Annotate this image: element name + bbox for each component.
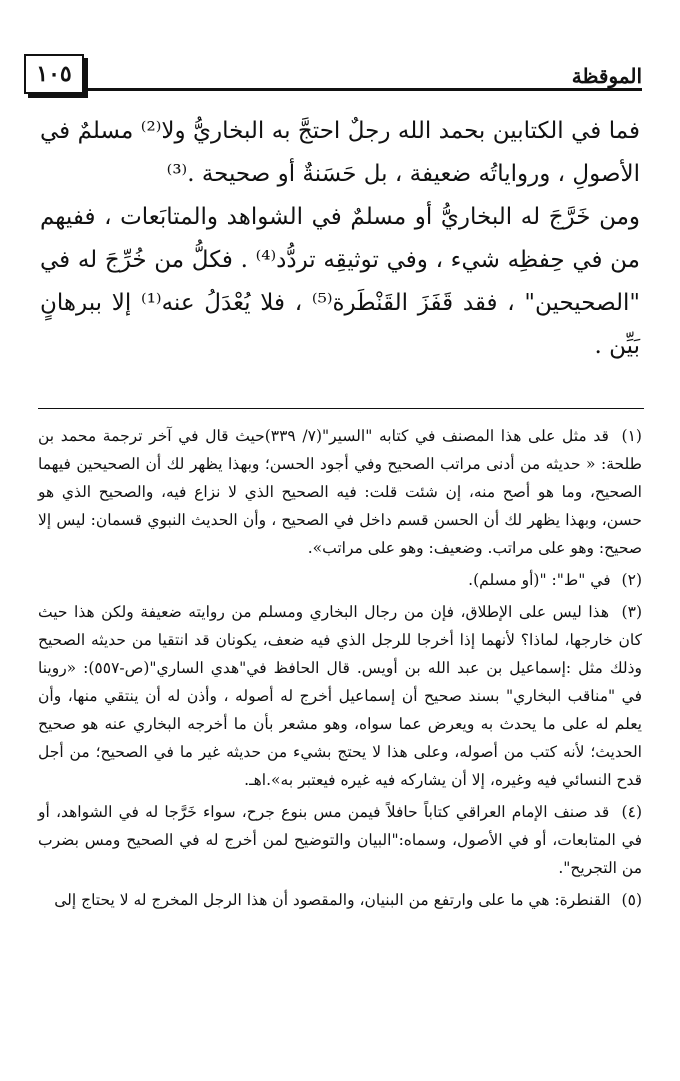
footnote-divider — [38, 408, 644, 409]
footnote-text: قد مثل على هذا المصنف في كتابه "السير"(٧/ ٣٣٩)حيث قال في آخر ترجمة محمد بن طلحة: « حديثه من أدنى مراتب الصحيح وفي أجود الحسن؛ وبهذا يظهر لك أن الصحيحين فيهما الصحيح، وما هو أصح منه، إن شئت قلت: فيه الصحيح الذي لا نزاع فيه، والصحيح الذي هو حسن، وبهذا يظهر لك أن الحسن قسم داخل في الصحيح ، وأن الحديث النبوي قسمان: ليس إلا صحيح: وهو على مراتب. وضعيف: وهو على مراتب». — [38, 427, 642, 557]
main-paragraph: ومن خَرَّجَ له البخاريُّ أو مسلمٌ في الشواهد والمتابَعات ، ففيهم من في حِفظِه شيء ، وفي توثيقِه تردُّد⁽⁴⁾ . فكلُّ من خُرِّجَ له في "الصحيحين" ، فقد قَفَزَ القَنْطَرة⁽⁵⁾ ، فلا يُعْدَلُ عنه⁽¹⁾ إلا ببرهانٍ بَيِّن . — [40, 204, 640, 359]
footnote-text: قد صنف الإمام العراقي كتاباً حافلاً فيمن مس بنوع جرح، سواء خَرَّجا له في الشواهد، أو في المتابعات، أو في الأصول، وسماه:"البيان والتوضيح لمن أخرج له في الصحيح ومس بضرب من التجريح". — [38, 803, 642, 877]
footnote-number: (٤) — [621, 803, 642, 821]
main-paragraph: فما في الكتابين بحمد الله رجلٌ احتجَّ به البخاريُّ ولا⁽²⁾ مسلمٌ في الأصولِ ، ورواياتُه ضعيفة ، بل حَسَنةٌ أو صحيحة .⁽³⁾ — [40, 118, 640, 187]
footnote-number: (٣) — [621, 603, 642, 621]
footnote-text: في "ط": "(أو مسلم). — [468, 571, 611, 589]
page-number: ١٠٥ — [24, 54, 84, 94]
footnote-number: (٥) — [621, 891, 642, 909]
footnote — [38, 422, 642, 562]
footnote — [38, 598, 642, 794]
footnote-text: القنطرة: هي ما على وارتفع من البنيان، والمقصود أن هذا الرجل المخرج له لا يحتاج إلى — [54, 891, 611, 909]
footnotes — [38, 422, 642, 918]
footnote — [38, 886, 642, 914]
footnote-number: (١) — [621, 427, 642, 445]
running-title: الموقظة — [571, 64, 642, 88]
main-text — [40, 110, 640, 368]
footnote-number: (٢) — [621, 571, 642, 589]
header-rule — [82, 88, 642, 91]
footnote-text: هذا ليس على الإطلاق، فإن من رجال البخاري ومسلم من روايته ضعيفة ولكن هذا حيث كان خارجها، لماذا؟ لأنهما إذا أخرجا للرجل الذي فيه ضعف، يكونان قد انتقيا من حديثه الصحيح وذلك مثل :إسماعيل بن عبد الله بن أويس. قال الحافظ في"هدي الساري"(ص-٥٥٧): «روينا في "مناقب البخاري" بسند صحيح أن إسماعيل أخرج له أصوله ، وأذن له أن ينتقي منها، وأن يعلم له على ما يحدث به ويعرض عما سواه، وهو مشعر بأن ما أخرجه البخاري عنه هو صحيح الحديث؛ لأنه كتب من أصوله، وعلى هذا لا يحتج بشيء من حديثه غير ما في الصحيح؛ من أجل قدح النسائي فيه وغيره، إلا أن يشاركه فيه غيره فيعتبر به».اهـ. — [38, 603, 642, 789]
footnote — [38, 798, 642, 882]
footnote — [38, 566, 642, 594]
